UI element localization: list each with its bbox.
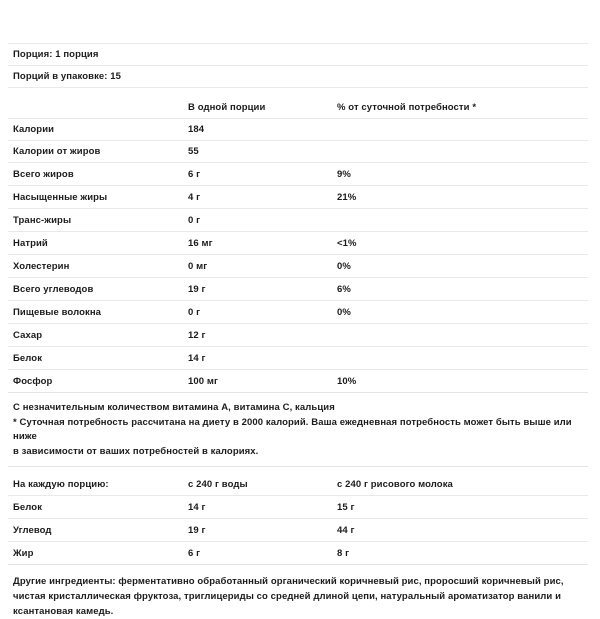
daily-value-note-line-1: * Суточная потребность рассчитана на диету в 2000 калорий. Ваша ежедневная потребность может быть выше или ниже — [13, 416, 572, 442]
prep-header-water: с 240 г воды — [188, 478, 248, 490]
nutrient-label: Калории от жиров — [13, 146, 101, 157]
nutrient-amount: 6 г — [188, 168, 201, 180]
nutrient-label: Фосфор — [13, 375, 53, 387]
table-row — [0, 141, 600, 162]
trace-nutrients-note: С незначительным количеством витамина А, витамина С, кальция — [13, 402, 335, 413]
table-row — [0, 278, 600, 300]
nutrient-amount: 55 — [188, 146, 199, 157]
table-row — [0, 324, 600, 346]
prep-nutrient-label: Белок — [13, 501, 43, 513]
main-header-amount: В одной порции — [188, 102, 266, 113]
nutrient-label: Калории — [13, 124, 55, 135]
table-row — [0, 163, 600, 185]
nutrient-amount: 0 мг — [188, 260, 208, 272]
prep-nutrient-label: Жир — [13, 547, 34, 559]
table-row — [0, 119, 600, 140]
nutrient-amount: 14 г — [188, 352, 206, 364]
nutrient-daily-value: 21% — [337, 191, 357, 203]
prep-value-rice-milk: 44 г — [337, 524, 355, 536]
nutrient-daily-value: 10% — [337, 375, 357, 387]
daily-value-note-line-2: в зависимости от ваших потребностей в калориях. — [13, 445, 259, 457]
table-row — [0, 232, 600, 254]
prep-header-rice-milk: с 240 г рисового молока — [337, 478, 453, 490]
prep-header-label: На каждую порцию: — [13, 478, 109, 490]
main-header-daily-value: % от суточной потребности * — [337, 102, 477, 113]
nutrient-label: Пищевые волокна — [13, 306, 102, 318]
prep-value-water: 19 г — [188, 524, 206, 536]
nutrient-label: Всего углеводов — [13, 283, 94, 295]
table-row — [0, 186, 600, 208]
nutrient-label: Натрий — [13, 237, 48, 249]
servings-per-container-text: Порций в упаковке: 15 — [13, 71, 122, 82]
prep-value-rice-milk: 8 г — [337, 547, 350, 559]
prep-table-header-row — [0, 473, 600, 495]
nutrient-amount: 0 г — [188, 306, 201, 318]
table-row — [0, 519, 600, 541]
nutrient-daily-value: 0% — [337, 306, 351, 318]
other-ingredients-text: Другие ингредиенты: ферментативно обработанный органический коричневый рис, проросший коричневый рис, чистая кристаллическая фруктоза, триглицериды со средней длиной цепи, натуральный ароматизатор ванили и ксантановая камедь. — [13, 576, 564, 617]
table-row — [0, 301, 600, 323]
nutrient-amount: 4 г — [188, 191, 201, 203]
serving-size-row — [0, 44, 600, 65]
nutrient-amount: 100 мг — [188, 375, 219, 387]
top-spacer — [0, 0, 600, 43]
nutrient-amount: 16 мг — [188, 237, 213, 249]
nutrient-amount: 19 г — [188, 283, 206, 295]
prep-value-water: 14 г — [188, 501, 206, 513]
nutrient-label: Белок — [13, 352, 43, 364]
prep-value-rice-milk: 15 г — [337, 501, 355, 513]
nutrient-label: Холестерин — [13, 260, 70, 272]
nutrient-label: Транс-жиры — [13, 214, 72, 226]
serving-size-text: Порция: 1 порция — [13, 49, 99, 60]
nutrient-daily-value: 0% — [337, 260, 351, 272]
nutrient-daily-value: <1% — [337, 237, 357, 249]
nutrient-label: Всего жиров — [13, 168, 74, 180]
main-table-header-row — [0, 97, 600, 118]
table-row — [0, 255, 600, 277]
nutrient-amount: 184 — [188, 124, 205, 135]
footnotes-block — [0, 393, 600, 466]
nutrient-label: Сахар — [13, 329, 43, 341]
nutrient-label: Насыщенные жиры — [13, 191, 108, 203]
spacer — [0, 88, 600, 97]
table-row — [0, 209, 600, 231]
nutrient-daily-value: 6% — [337, 283, 351, 295]
nutrient-amount: 0 г — [188, 214, 201, 226]
table-row — [0, 347, 600, 369]
table-row — [0, 370, 600, 392]
prep-value-water: 6 г — [188, 547, 201, 559]
table-row — [0, 496, 600, 518]
table-row — [0, 542, 600, 564]
servings-per-container-row — [0, 66, 600, 87]
nutrient-amount: 12 г — [188, 329, 206, 341]
nutrient-daily-value: 9% — [337, 168, 351, 180]
prep-nutrient-label: Углевод — [13, 524, 52, 536]
